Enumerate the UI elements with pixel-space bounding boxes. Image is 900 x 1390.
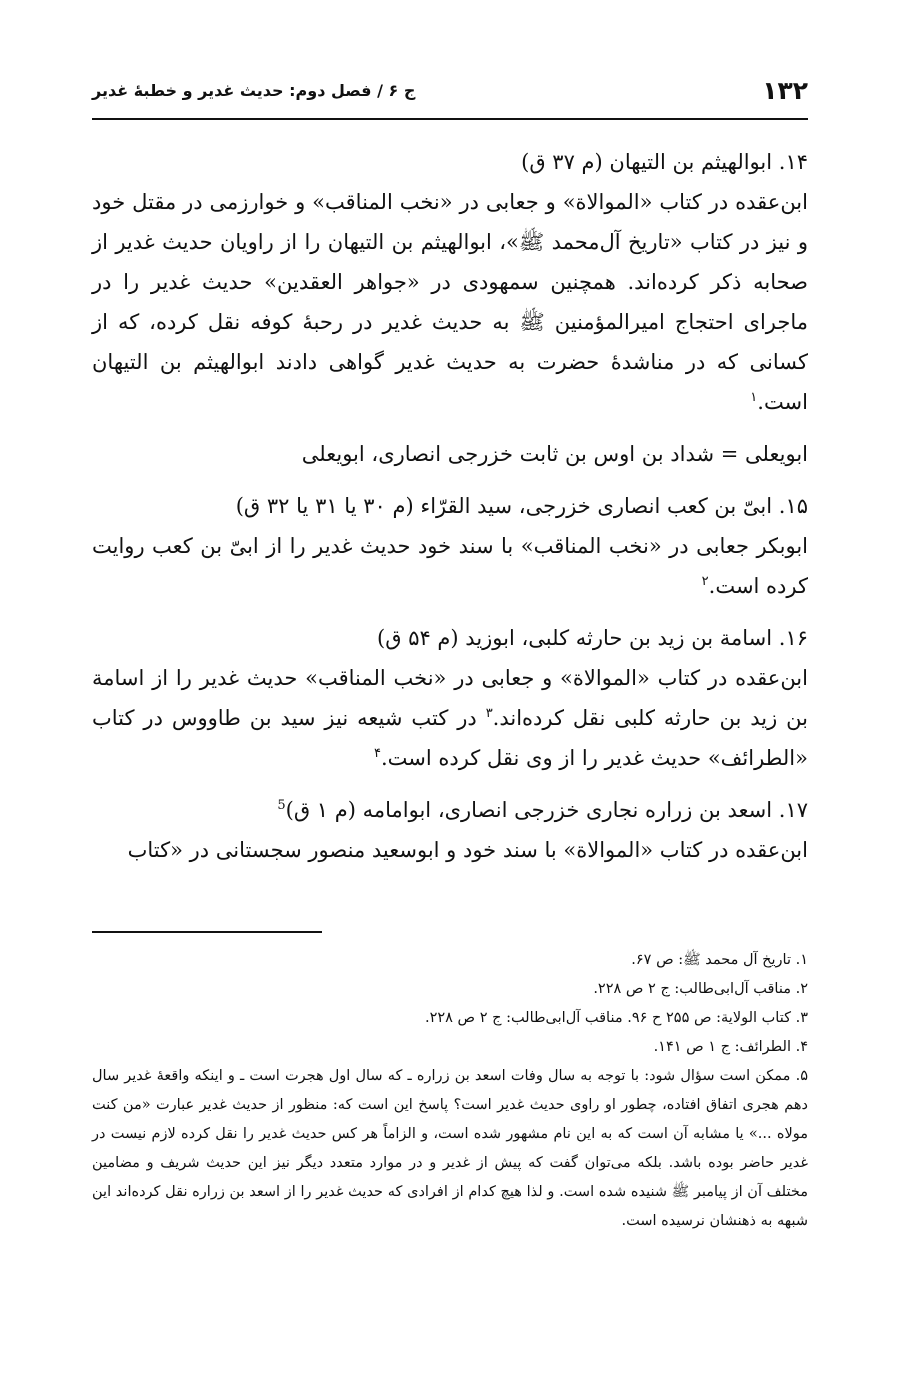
footnote-ref[interactable]: ١ xyxy=(750,390,758,405)
entry-text: در كتب شيعه نيز سيد بن طاووس در كتاب «الطرائف» حديث غدير را از وى نقل كرده است. xyxy=(92,706,808,770)
footnote: ٢. مناقب آل‌ابى‌طالب: ج ٢ ص ٢٢٨. xyxy=(593,981,808,997)
entry-15 xyxy=(92,486,808,606)
footnote-ref[interactable]: 5 xyxy=(277,798,286,813)
footnote: ۴. الطرائف: ج ١ ص ١۴١. xyxy=(653,1039,808,1055)
entry-16 xyxy=(92,618,808,778)
footnote: ٣. كتاب الولاية: ص ٢۵۵ ح ٩۶. مناقب آل‌ابى‌طالب: ج ٢ ص ٢٢٨. xyxy=(424,1010,808,1026)
entry-title xyxy=(92,790,808,830)
running-title: ج ۶ / فصل دوم: حديث غدير و خطبهٔ غدير xyxy=(92,80,416,100)
footnote-ref[interactable]: ٢ xyxy=(701,574,709,589)
footnotes xyxy=(92,946,808,1236)
entry-title: ١۵. ابىّ بن كعب انصارى خزرجى، سيد القرّاء (م ٣٠ يا ٣١ يا ٣٢ ق) xyxy=(235,494,808,518)
entry-text: ابن‌عقده در كتاب «الموالاة» و جعابى در «نخب المناقب» و خوارزمى در مقتل خود و نيز در كتاب «تاريخ آل‌محمد ﷺ»، ابوالهيثم بن التيهان را از راويان حديث غدير از صحابه ذكر كرده‌اند. همچنين سمهودى در «جواهر العقدين» حديث غدير را در ماجراى احتجاج اميرالمؤمنين ﷺ به حديث غدير در رحبهٔ كوفه نقل كرده، كه از كسانى كه در مناشدهٔ حضرت به حديث غدير گواهى دادند ابوالهيثم بن التيهان است. xyxy=(92,190,808,414)
footnote: ۵. ممكن است سؤال شود: با توجه به سال وفات اسعد بن زراره ـ كه سال اول هجرت است ـ و اينكه واقعهٔ غدير سال دهم هجرى اتفاق افتاده، چطور او راوى حديث غدير است؟ پاسخ اين است كه: منظور از حديث غدير عبارت «من كنت مولاه ...» يا مشابه آن است كه به اين نام مشهور شده است، و الزاماً هر كس حديث غدير را نقل كرده لازم نيست در غدير حاضر بوده باشد. بلكه مى‌توان گفت كه پيش از غدير و در موارد متعدد ديگر نيز اين حديث شريف و مضامين مختلف آن از پيامبر ﷺ شنيده شده است. و لذا هيچ كدام از افرادى كه حديث غدير را از اسعد بن زراره نقل كرده‌اند اين شبهه به ذهنشان نرسيده است. xyxy=(92,1068,808,1229)
entry-paragraph xyxy=(92,182,808,422)
entry-14 xyxy=(92,142,808,422)
page-number: ١٣٢ xyxy=(762,75,808,105)
footnote: ١. تاريخ آل محمد ﷺ: ص ۶٧. xyxy=(631,952,808,968)
entry-title: ١۶. اسامة بن زيد بن حارثه كلبى، ابوزيد (م ۵۴ ق) xyxy=(377,626,808,650)
entry-paragraph xyxy=(92,658,808,778)
entry-title: ١۴. ابوالهيثم بن التيهان (م ٣٧ ق) xyxy=(521,150,808,174)
entry-paragraph: ابن‌عقده در كتاب «الموالاة» با سند خود و ابوسعيد منصور سجستانى در «كتاب xyxy=(127,838,808,862)
main-text xyxy=(92,142,808,882)
entry-17 xyxy=(92,790,808,870)
cross-reference: ابويعلى = شداد بن اوس بن ثابت خزرجى انصارى، ابويعلى xyxy=(301,442,808,466)
footnote-separator xyxy=(92,931,322,933)
header-rule xyxy=(92,118,808,120)
footnote-ref[interactable]: ۴ xyxy=(373,746,381,761)
footnote-ref[interactable]: ٣ xyxy=(485,706,493,721)
entry-text: ابن‌عقده در كتاب «الموالاة» و جعابى در «نخب المناقب» حديث غدير را از اسامة بن زيد بن حارثه كلبى نقل كرده‌اند. xyxy=(92,666,808,730)
entry-text: ابوبكر جعابى در «نخب المناقب» با سند خود حديث غدير را از ابىّ بن كعب روايت كرده است. xyxy=(92,534,808,598)
page-header xyxy=(92,68,808,112)
entry-paragraph xyxy=(92,526,808,606)
entry-title-text: ١٧. اسعد بن زراره نجارى خزرجى انصارى، ابوامامه (م ١ ق) xyxy=(285,798,808,822)
